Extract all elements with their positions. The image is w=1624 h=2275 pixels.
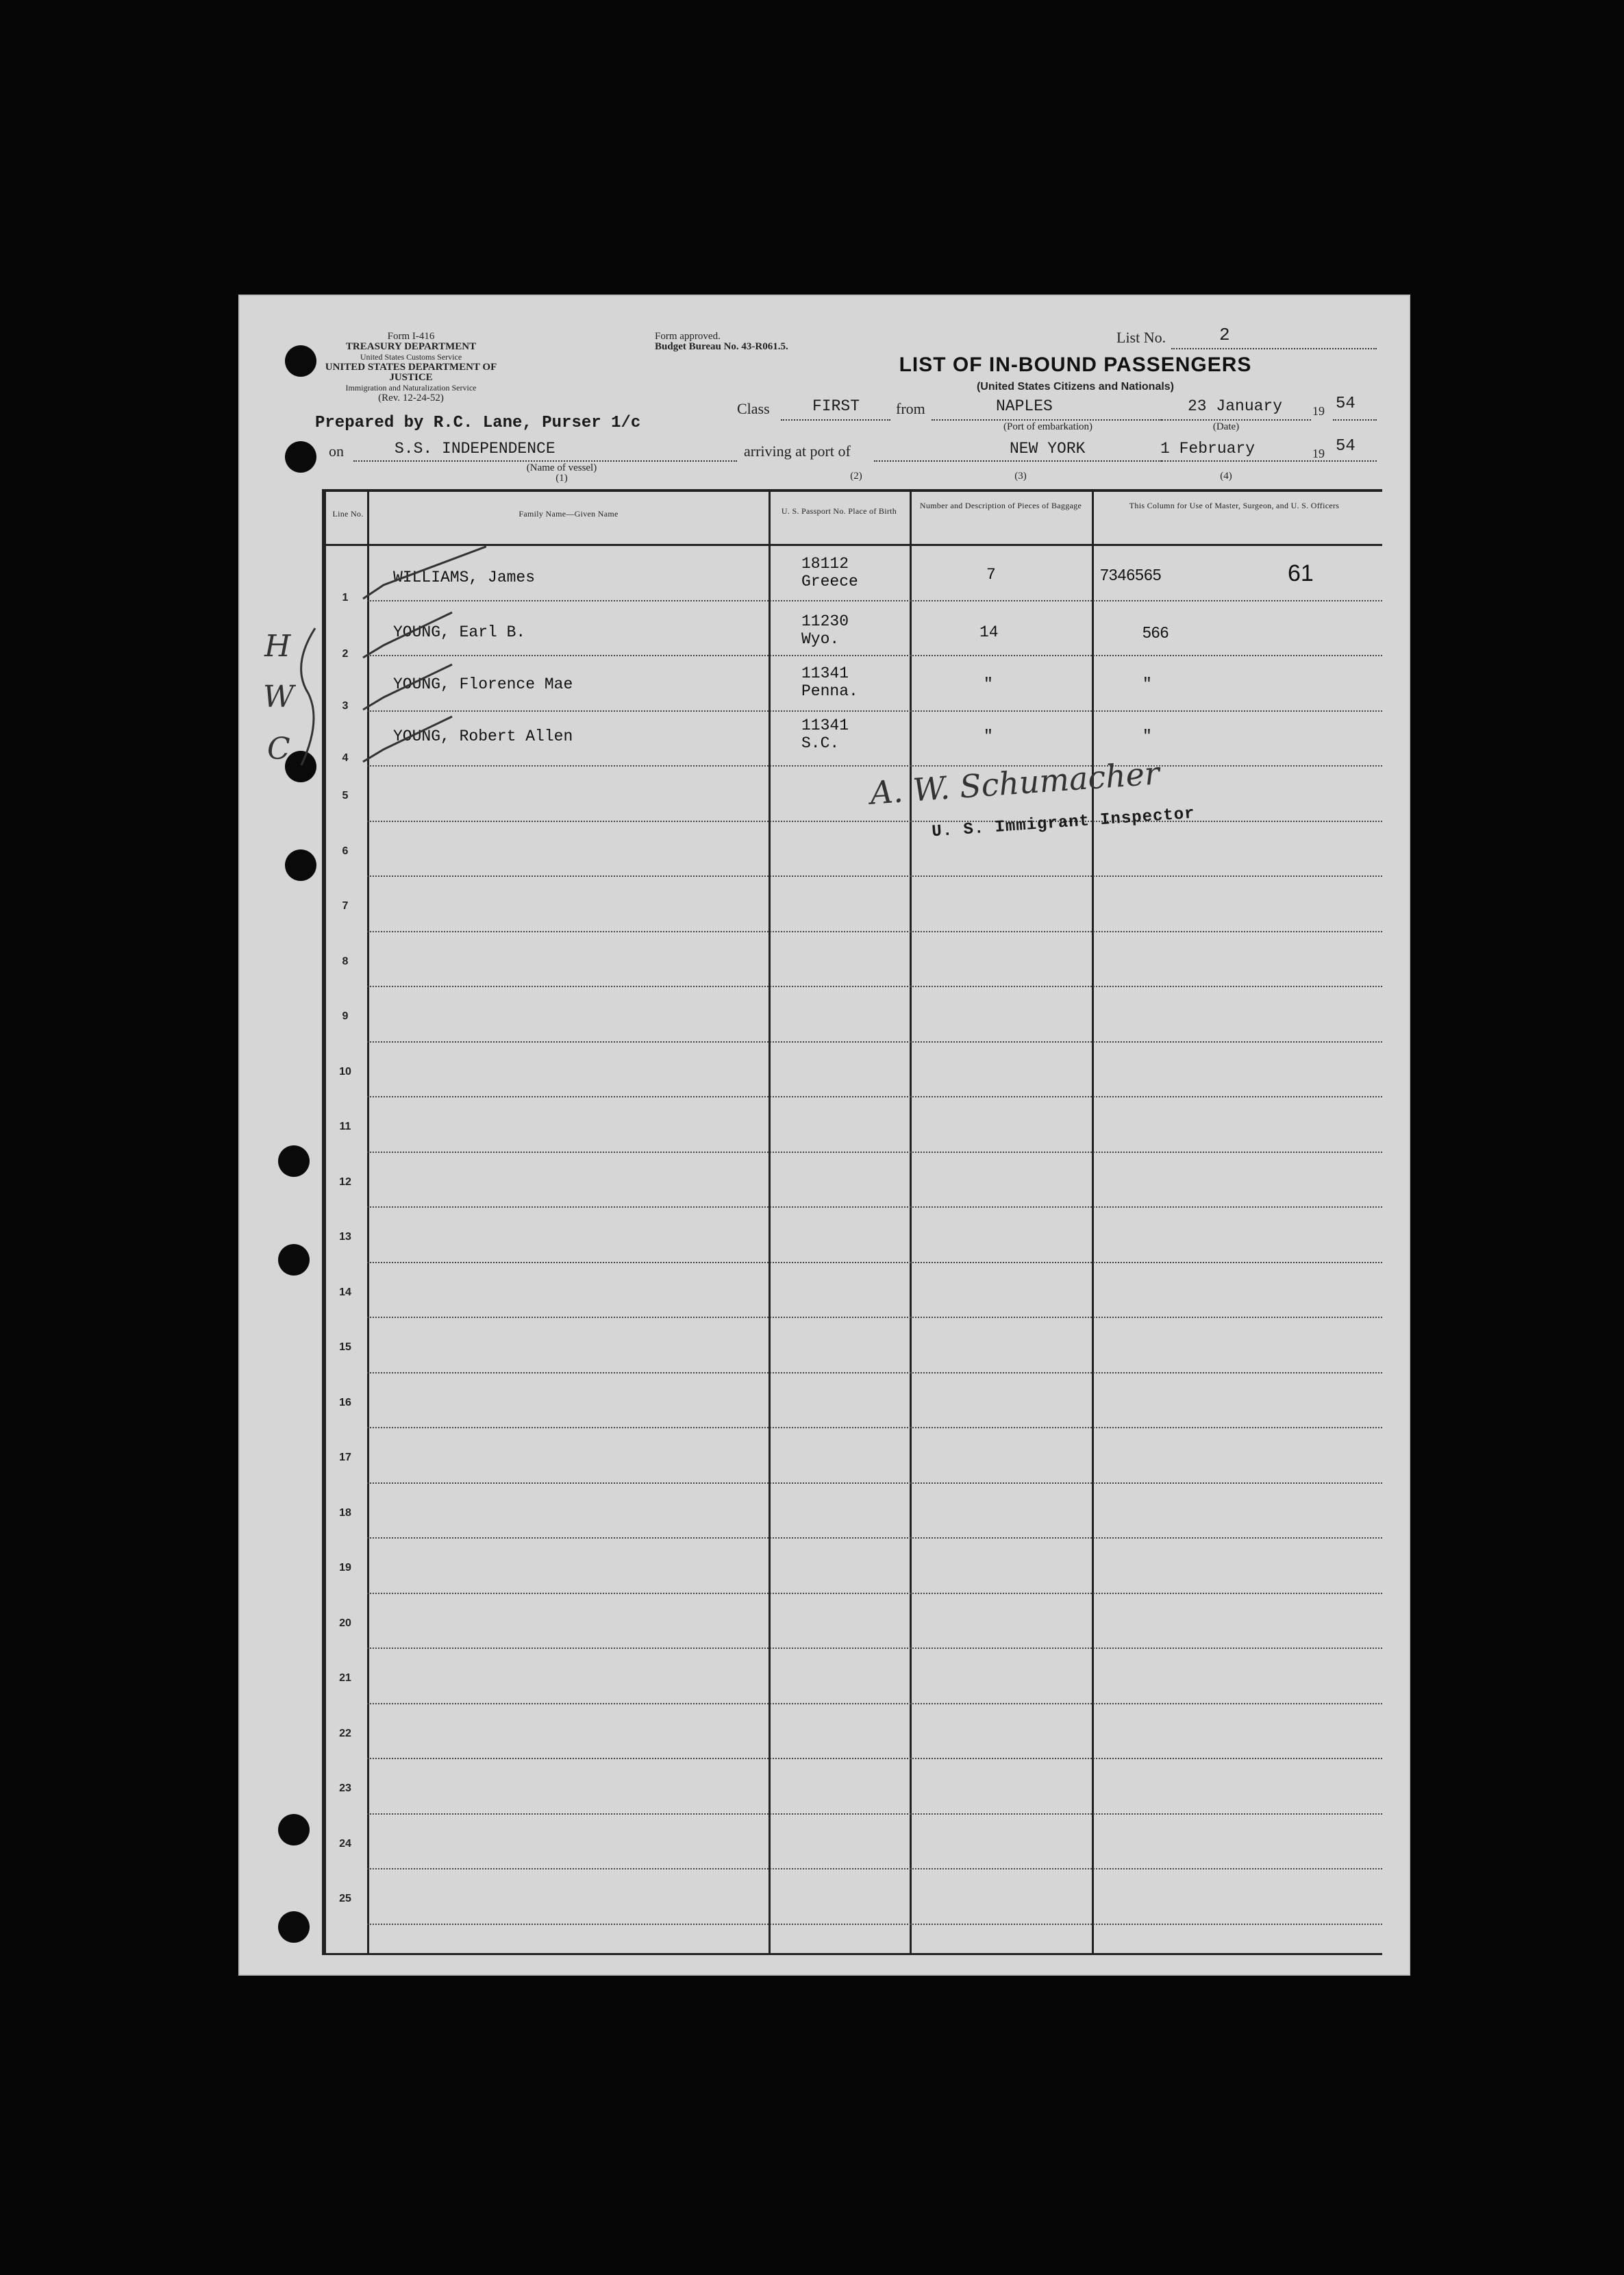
row-separator [367, 1648, 1382, 1649]
checkmark-strokes [349, 530, 486, 777]
row-number: 15 [339, 1341, 351, 1353]
row-number: 17 [339, 1452, 351, 1463]
year-line [1333, 419, 1377, 421]
row-number: 12 [339, 1176, 351, 1188]
check-mark-icon [363, 612, 452, 658]
officer-entry: 7346565 [1100, 566, 1162, 584]
row-number: 21 [339, 1672, 351, 1684]
row-separator [367, 655, 1382, 656]
row-separator [367, 1924, 1382, 1925]
col-divider-baggage [1092, 489, 1094, 1955]
class-value: FIRST [812, 397, 860, 415]
row-number: 16 [339, 1396, 351, 1408]
row-separator [367, 1262, 1382, 1263]
row-separator [367, 986, 1382, 987]
row-separator [367, 1868, 1382, 1869]
row-separator [367, 1427, 1382, 1428]
punch-hole [278, 1911, 310, 1943]
passenger-name: YOUNG, Earl B. [393, 623, 526, 641]
punch-hole [285, 441, 316, 473]
row-number: 22 [339, 1727, 351, 1739]
row-number: 25 [339, 1893, 351, 1904]
passenger-name: WILLIAMS, James [393, 569, 536, 586]
row-separator [367, 1152, 1382, 1153]
row-number: 11 [339, 1121, 351, 1132]
punch-hole [285, 849, 316, 881]
row-number: 20 [339, 1617, 351, 1629]
col-header-officers: This Column for Use of Master, Surgeon, and U. S. Officers [1129, 501, 1340, 510]
place-of-birth: Wyo. [801, 630, 840, 648]
row-number: 4 [342, 752, 349, 764]
check-mark-icon [363, 544, 486, 599]
from-value: NAPLES [996, 397, 1053, 415]
place-of-birth: S.C. [801, 734, 840, 752]
list-no-value: 2 [1219, 325, 1230, 345]
table-top-border [322, 489, 1382, 492]
class-label: Class [737, 400, 770, 417]
officer-entry: 566 [1142, 623, 1169, 641]
check-mark-icon [363, 664, 452, 710]
row-number: 8 [342, 955, 349, 967]
row-separator [367, 1482, 1382, 1484]
from-label: from [896, 400, 925, 417]
prepared-by: Prepared by R.C. Lane, Purser 1/c [315, 414, 641, 432]
row-separator [367, 1703, 1382, 1704]
table-bottom-border [322, 1953, 1382, 1955]
row-number: 23 [339, 1782, 351, 1794]
row-number: 13 [339, 1231, 351, 1243]
dept-treasury: TREASURY DEPARTMENT [345, 341, 477, 352]
baggage-ditto: " [984, 728, 993, 745]
year-prefix-2: 19 [1312, 447, 1325, 460]
row-number: 6 [342, 845, 349, 857]
col-header-passport: U. S. Passport No. Place of Birth [781, 506, 897, 516]
place-of-birth: Greece [801, 573, 858, 590]
col-num-1: (1) [555, 473, 568, 484]
passenger-name: YOUNG, Robert Allen [393, 728, 573, 745]
check-mark-icon [363, 717, 452, 762]
col-header-name: Family Name—Given Name [519, 509, 619, 519]
arrival-year: 54 [1336, 437, 1356, 456]
row-separator [367, 931, 1382, 932]
port-caption: (Port of embarkation) [1003, 421, 1092, 432]
row-number: 24 [339, 1837, 351, 1850]
col-divider-passport [910, 489, 912, 1955]
agency-block [308, 332, 514, 403]
row-separator [367, 1593, 1382, 1594]
row-separator [367, 1041, 1382, 1043]
row-separator [367, 875, 1382, 877]
page-subtitle: (United States Citizens and Nationals) [976, 381, 1175, 393]
officer-entry-extra: 61 [1288, 560, 1314, 586]
baggage-count: 14 [979, 623, 999, 641]
manifest-page [240, 296, 1409, 1974]
vessel-caption-block [514, 463, 610, 484]
port-line [874, 460, 1162, 462]
baggage-count: 7 [986, 566, 996, 584]
arrival-date-line [1162, 460, 1377, 462]
passport-number: 11341 [801, 717, 849, 734]
passport-number: 11230 [801, 612, 849, 630]
page-title: LIST OF IN-BOUND PASSENGERS [899, 353, 1252, 376]
row-separator [367, 1096, 1382, 1097]
margin-mark: C [267, 732, 290, 767]
form-approved: Form approved. [655, 331, 721, 342]
form-number: Form I-416 [387, 331, 435, 342]
on-label: on [329, 443, 344, 460]
row-separator [367, 1317, 1382, 1318]
col-num-2: (2) [850, 471, 862, 482]
punch-hole [278, 1244, 310, 1276]
row-separator [367, 1206, 1382, 1208]
col-num-3: (3) [1014, 471, 1027, 482]
row-separator [367, 1372, 1382, 1373]
class-line [781, 419, 890, 421]
row-separator [367, 1813, 1382, 1815]
row-separator [367, 710, 1382, 712]
margin-bracket [288, 625, 329, 769]
dept-justice: UNITED STATES DEPARTMENT OF JUSTICE [325, 362, 497, 383]
officer-ditto: " [1142, 728, 1152, 745]
row-separator [367, 765, 1382, 767]
dept-treasury-sub: United States Customs Service [360, 352, 462, 362]
row-number: 18 [339, 1506, 351, 1519]
row-number: 10 [339, 1065, 351, 1078]
budget-bureau: Budget Bureau No. 43-R061.5. [655, 341, 788, 352]
row-number: 14 [339, 1286, 351, 1298]
arriving-label: arriving at port of [744, 443, 851, 460]
date-caption: (Date) [1212, 421, 1240, 432]
col-num-4: (4) [1220, 471, 1232, 482]
row-number: 19 [339, 1562, 351, 1574]
punch-hole [278, 1145, 310, 1177]
baggage-ditto: " [984, 675, 993, 693]
passport-number: 11341 [801, 664, 849, 682]
revision-date: (Rev. 12-24-52) [378, 393, 444, 403]
col-header-line: Line No. [332, 509, 364, 519]
margin-mark: W [263, 680, 295, 714]
inspector-signature: A. W. Schumacher [869, 754, 1161, 812]
departure-year: 54 [1336, 395, 1356, 413]
row-number: 1 [342, 592, 349, 604]
list-no-line [1171, 348, 1377, 349]
margin-mark: H [264, 629, 291, 664]
officer-ditto: " [1142, 675, 1152, 693]
row-separator [367, 1537, 1382, 1539]
from-line [932, 419, 1162, 421]
inspector-stamp: U. S. Immigrant Inspector [931, 804, 1196, 842]
approval-block [655, 332, 788, 352]
passport-number: 18112 [801, 555, 849, 573]
row-separator [367, 1758, 1382, 1759]
arrival-port: NEW YORK [1010, 440, 1086, 458]
row-number: 5 [342, 790, 349, 801]
row-number: 9 [342, 1010, 349, 1022]
row-number: 2 [342, 648, 349, 660]
row-separator [367, 821, 1382, 822]
passenger-table [322, 489, 1382, 1955]
passenger-name: YOUNG, Florence Mae [393, 675, 573, 693]
vessel-line [353, 460, 737, 462]
place-of-birth: Penna. [801, 682, 858, 700]
row-number: 3 [342, 700, 349, 712]
vessel-name: S.S. INDEPENDENCE [395, 440, 555, 458]
arrival-date: 1 February [1160, 440, 1256, 458]
dept-justice-sub: Immigration and Naturalization Service [345, 383, 477, 393]
col-header-baggage: Number and Description of Pieces of Baggage [919, 501, 1082, 510]
row-separator [367, 600, 1382, 601]
vessel-caption: (Name of vessel) [526, 462, 597, 473]
year-prefix: 19 [1312, 404, 1325, 418]
date-line [1162, 419, 1311, 421]
col-divider-name [769, 489, 771, 1955]
list-no-label: List No. [1116, 329, 1166, 346]
punch-hole [278, 1814, 310, 1845]
row-number: 7 [342, 900, 349, 912]
departure-date: 23 January [1188, 397, 1283, 415]
